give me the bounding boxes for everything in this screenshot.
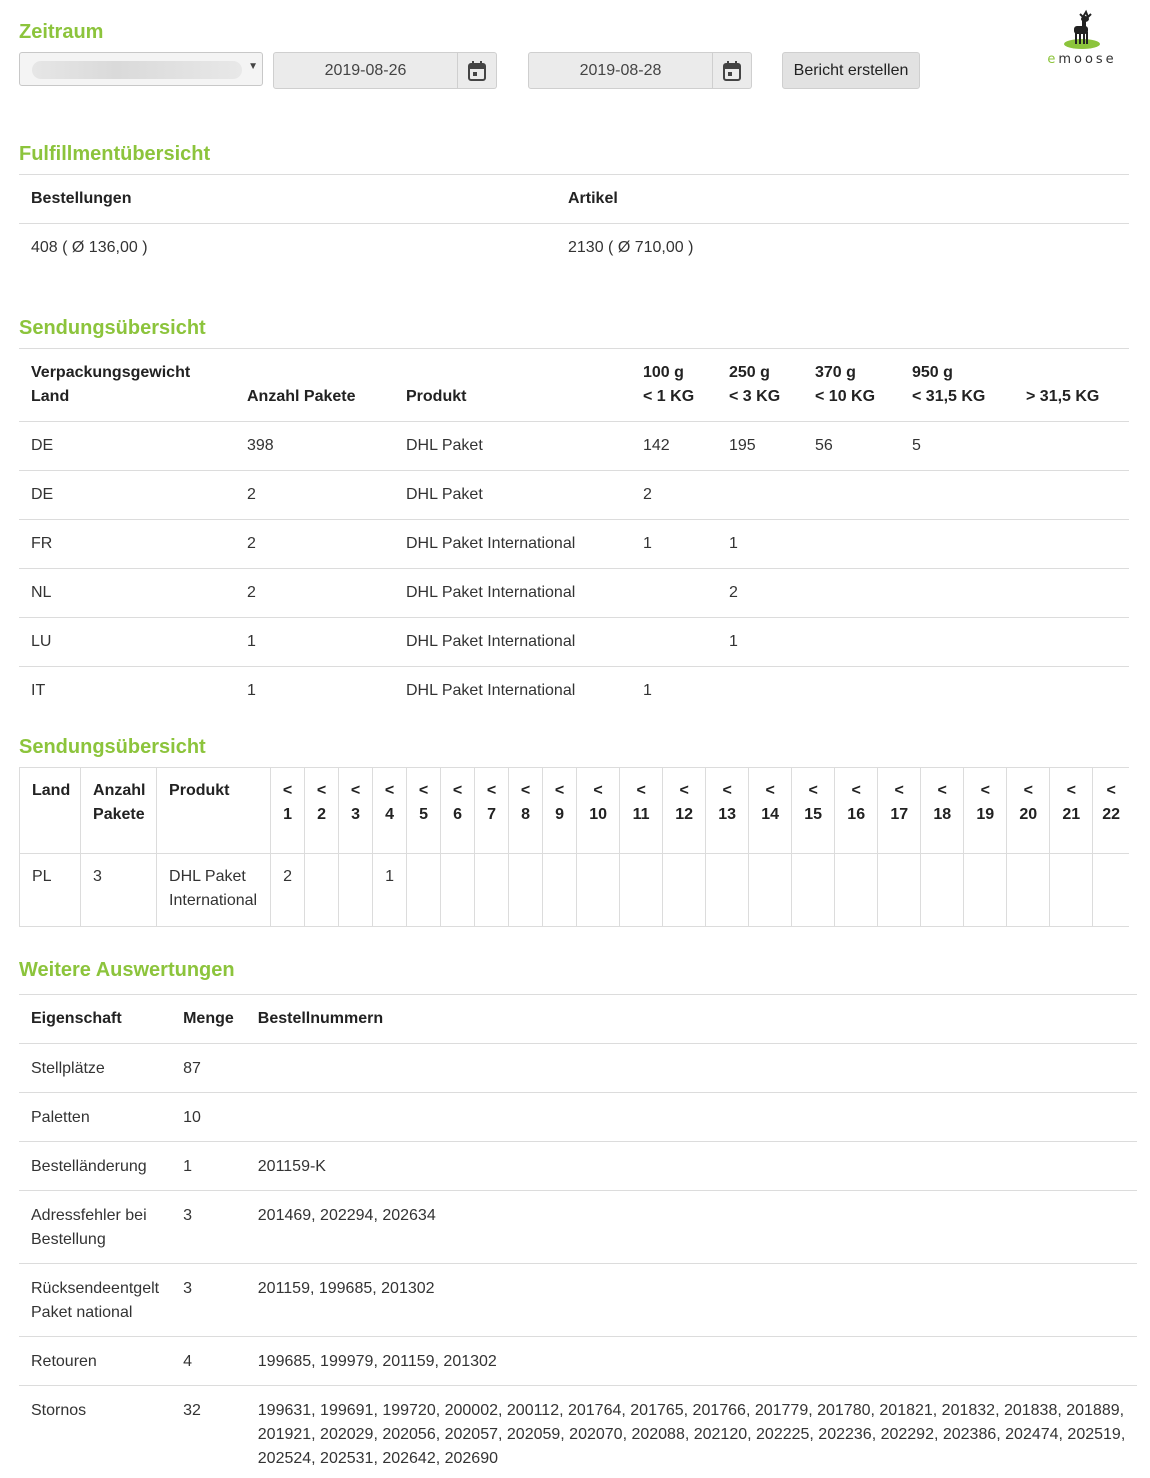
table-cell <box>717 471 803 520</box>
header-produkt: Produkt <box>157 768 271 854</box>
table-row <box>19 618 1129 667</box>
header-weight-1: < 1 <box>271 768 305 854</box>
header-weight-4: < 4 <box>373 768 407 854</box>
table-cell: 56 <box>815 437 833 454</box>
table-cell: DHL Paket International <box>406 535 576 552</box>
sendung1-table <box>19 348 1129 716</box>
header-weight-18: < 18 <box>921 768 964 854</box>
cell-land: PL <box>20 854 81 927</box>
table-cell <box>1014 422 1129 471</box>
table-header-row <box>19 995 1137 1044</box>
fulfillment-table <box>19 174 1129 273</box>
cell-anzahl: 3 <box>81 854 157 927</box>
cell-artikel: 2130 ( Ø 710,00 ) <box>568 239 694 257</box>
table-cell: NL <box>31 584 52 601</box>
table-cell <box>509 854 543 927</box>
table-cell <box>900 471 1014 520</box>
date-from-input[interactable]: 2019-08-26 <box>273 52 458 89</box>
table-cell: LU <box>31 633 52 650</box>
table-cell <box>543 854 577 927</box>
header-produkt: Produkt <box>406 388 467 405</box>
header-land: Land <box>20 768 81 854</box>
header-weight-6: < 6 <box>441 768 475 854</box>
table-cell: DHL Paket International <box>406 584 576 601</box>
table-cell <box>706 854 749 927</box>
date-to-calendar-button[interactable] <box>713 52 752 89</box>
table-cell: DHL Paket <box>406 437 483 454</box>
table-cell: DE <box>31 437 54 454</box>
header-weight-17: < 17 <box>878 768 921 854</box>
table-cell <box>964 854 1007 927</box>
table-header-row <box>20 768 1130 854</box>
table-row <box>20 854 1130 927</box>
table-cell <box>1014 667 1129 716</box>
cell-bestellnummern <box>246 1093 1138 1142</box>
table-cell: 1 <box>247 633 256 650</box>
header-eigenschaft: Eigenschaft <box>31 1010 122 1027</box>
table-cell: DHL Paket <box>406 486 483 503</box>
cell-eigenschaft: Adressfehler bei Bestellung <box>31 1207 147 1248</box>
header-weight-13: < 13 <box>706 768 749 854</box>
table-row <box>19 422 1129 471</box>
header-weight-7: < 7 <box>475 768 509 854</box>
table-cell: DE <box>31 486 54 503</box>
table-cell <box>792 854 835 927</box>
logo-wordmark: emoose <box>1047 52 1117 67</box>
header-bestellungen: Bestellungen <box>31 190 132 207</box>
table-cell <box>749 854 792 927</box>
table-cell: 1 <box>643 535 652 552</box>
cell-bestellnummern: 201469, 202294, 202634 <box>257 1207 436 1224</box>
cell-eigenschaft: Stellplätze <box>31 1060 105 1077</box>
zeitraum-title: Zeitraum <box>19 21 104 43</box>
table-cell <box>1007 854 1050 927</box>
header-weight-11: < 11 <box>620 768 663 854</box>
header-weight-5: < 5 <box>407 768 441 854</box>
table-cell: 195 <box>729 437 756 454</box>
cell-menge: 4 <box>183 1353 192 1370</box>
table-cell: 398 <box>247 437 274 454</box>
table-cell <box>407 854 441 927</box>
calendar-icon <box>723 61 741 81</box>
table-cell: 1 <box>247 682 256 700</box>
table-row <box>19 1264 1137 1337</box>
cell-bestellnummern: 199685, 199979, 201159, 201302 <box>257 1353 497 1370</box>
header-land: Verpackungsgewicht Land <box>31 364 191 405</box>
table-cell <box>339 854 373 927</box>
fulfillment-title: Fulfillmentübersicht <box>19 143 211 165</box>
table-cell <box>835 854 878 927</box>
table-row <box>19 224 1129 273</box>
table-cell: 5 <box>912 437 921 454</box>
sendung2-title: Sendungsübersicht <box>19 736 206 758</box>
table-cell: 2 <box>643 486 652 503</box>
table-cell <box>475 854 509 927</box>
table-cell: DHL Paket International <box>406 633 576 650</box>
header-weight-20: < 20 <box>1007 768 1050 854</box>
cell-menge: 32 <box>183 1402 201 1419</box>
header-weight-8: < 8 <box>509 768 543 854</box>
cell-menge: 3 <box>183 1280 192 1297</box>
table-cell: 2 <box>247 535 256 552</box>
header-weight-2: < 2 <box>305 768 339 854</box>
table-row <box>19 520 1129 569</box>
weitere-title: Weitere Auswertungen <box>19 959 235 981</box>
table-cell <box>1014 520 1129 569</box>
header-bestellnummern: Bestellnummern <box>257 1010 384 1027</box>
calendar-icon <box>468 61 486 81</box>
header-weight-2: 250 g < 3 KG <box>729 364 781 405</box>
table-cell <box>900 618 1014 667</box>
header-menge: Menge <box>183 1010 234 1027</box>
cell-menge: 10 <box>183 1109 201 1126</box>
table-cell <box>1050 854 1093 927</box>
table-cell <box>631 618 717 667</box>
table-cell <box>900 520 1014 569</box>
table-cell <box>717 667 803 716</box>
table-row <box>19 667 1129 716</box>
table-row <box>19 1386 1137 1478</box>
table-cell <box>620 854 663 927</box>
table-cell <box>878 854 921 927</box>
header-weight-21: < 21 <box>1050 768 1093 854</box>
table-cell: 2 <box>247 486 256 503</box>
client-select-value-blurred <box>32 61 242 79</box>
emoose-logo <box>1040 8 1124 70</box>
header-artikel: Artikel <box>568 190 618 207</box>
cell-bestellnummern: 199631, 199691, 199720, 200002, 200112, 201764, 201765, 201766, 201779, 201780, 201821, 201832, 201838, 201889, 201921, 202029, 202056, 202057, 202059, 202070, 202088, 202120, 202225, 202236, 202292, 202386, 202474, 202519, 202524, 202531, 202642, 202690 <box>257 1402 1126 1467</box>
header-weight-1: 100 g < 1 KG <box>643 364 695 405</box>
cell-bestellnummern <box>246 1044 1138 1093</box>
table-cell <box>921 854 964 927</box>
sendung1-title: Sendungsübersicht <box>19 317 206 339</box>
table-cell: IT <box>31 682 46 700</box>
table-cell: DHL Paket International <box>406 682 576 700</box>
table-cell <box>803 520 900 569</box>
client-select[interactable] <box>19 52 263 86</box>
table-cell: 1 <box>373 854 407 927</box>
header-anzahl-pakete: Anzahl Pakete <box>81 768 157 854</box>
table-cell: 1 <box>729 633 738 650</box>
table-cell <box>1014 471 1129 520</box>
moose-logo-icon <box>1040 8 1124 52</box>
table-cell <box>900 667 1014 716</box>
cell-eigenschaft: Paletten <box>31 1109 90 1126</box>
table-cell <box>305 854 339 927</box>
table-cell: 2 <box>729 584 738 601</box>
header-weight-15: < 15 <box>792 768 835 854</box>
cell-eigenschaft: Retouren <box>31 1353 97 1370</box>
header-anzahl-pakete: Anzahl Pakete <box>247 388 356 405</box>
date-to-input[interactable]: 2019-08-28 <box>528 52 713 89</box>
create-report-button[interactable]: Bericht erstellen <box>782 52 920 89</box>
table-row <box>19 471 1129 520</box>
header-weight-5: > 31,5 KG <box>1026 388 1100 405</box>
header-weight-3: < 3 <box>339 768 373 854</box>
cell-menge: 1 <box>183 1158 192 1175</box>
header-weight-4: 950 g < 31,5 KG <box>912 364 986 405</box>
table-cell: 2 <box>247 584 256 601</box>
table-row <box>19 1337 1137 1386</box>
table-cell <box>631 569 717 618</box>
table-header-row <box>19 175 1129 224</box>
table-header-row <box>19 349 1129 422</box>
table-cell <box>1014 569 1129 618</box>
table-cell: 1 <box>729 535 738 552</box>
header-weight-9: < 9 <box>543 768 577 854</box>
cell-menge: 87 <box>183 1060 201 1077</box>
table-cell: 2 <box>271 854 305 927</box>
header-weight-16: < 16 <box>835 768 878 854</box>
table-cell: FR <box>31 535 53 552</box>
cell-eigenschaft: Bestelländerung <box>31 1158 147 1175</box>
cell-bestellungen: 408 ( Ø 136,00 ) <box>31 239 148 257</box>
cell-menge: 3 <box>183 1207 192 1224</box>
cell-produkt: DHL Paket International <box>157 854 271 927</box>
table-cell <box>663 854 706 927</box>
date-from-calendar-button[interactable] <box>458 52 497 89</box>
table-cell <box>803 667 900 716</box>
table-cell <box>577 854 620 927</box>
cell-bestellnummern: 201159-K <box>257 1158 326 1175</box>
table-row <box>19 1093 1137 1142</box>
table-cell <box>1093 854 1129 927</box>
table-row <box>19 1142 1137 1191</box>
weitere-table <box>19 994 1137 1478</box>
header-weight-14: < 14 <box>749 768 792 854</box>
cell-eigenschaft: Rücksendeentgelt Paket national <box>31 1280 160 1321</box>
table-cell: 142 <box>643 437 670 454</box>
header-weight-10: < 10 <box>577 768 620 854</box>
table-cell <box>803 471 900 520</box>
table-cell <box>803 569 900 618</box>
table-row <box>19 1044 1137 1093</box>
header-weight-19: < 19 <box>964 768 1007 854</box>
table-cell: 1 <box>643 682 652 700</box>
cell-eigenschaft: Stornos <box>31 1402 87 1419</box>
chevron-down-icon: ▼ <box>248 61 258 72</box>
header-weight-12: < 12 <box>663 768 706 854</box>
table-cell <box>441 854 475 927</box>
sendung2-table <box>19 767 1129 927</box>
table-cell <box>1014 618 1129 667</box>
header-weight-22: < 22 <box>1093 768 1129 854</box>
table-cell <box>803 618 900 667</box>
table-cell <box>900 569 1014 618</box>
header-weight-3: 370 g < 10 KG <box>815 364 876 405</box>
table-row <box>19 569 1129 618</box>
cell-bestellnummern: 201159, 199685, 201302 <box>257 1280 435 1297</box>
table-row <box>19 1191 1137 1264</box>
